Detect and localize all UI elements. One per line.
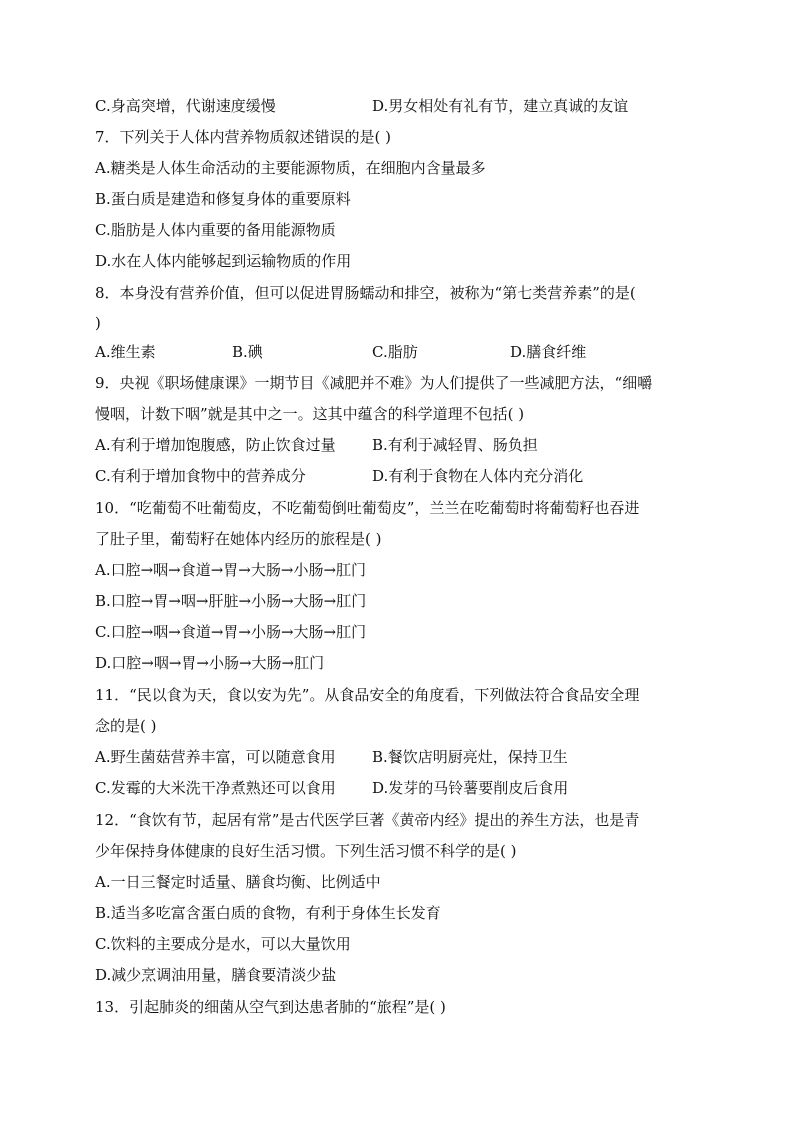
q11-stem-line2: 念的是( ) bbox=[95, 717, 157, 735]
q12-option-a: A.一日三餐定时适量、膳食均衡、比例适中 bbox=[95, 873, 381, 891]
q8-option-c: C.脂肪 bbox=[372, 343, 418, 361]
q13-stem: 13．引起肺炎的细菌从空气到达患者肺的“旅程”是( ) bbox=[95, 998, 446, 1016]
q7-stem: 7．下列关于人体内营养物质叙述错误的是( ) bbox=[95, 128, 392, 146]
q6-option-c: C.身高突增，代谢速度缓慢 bbox=[95, 97, 276, 115]
q11-stem-line1: 11．“民以食为天，食以安为先”。从食品安全的角度看，下列做法符合食品安全理 bbox=[95, 686, 640, 704]
q10-option-d: D.口腔→咽→胃→小肠→大肠→肛门 bbox=[95, 654, 325, 672]
q12-option-b: B.适当多吃富含蛋白质的食物，有利于身体生长发育 bbox=[95, 904, 441, 922]
q12-stem-line2: 少年保持身体健康的良好生活习惯。下列生活习惯不科学的是( ) bbox=[95, 842, 517, 860]
q11-option-c: C.发霉的大米洗干净煮熟还可以食用 bbox=[95, 779, 336, 797]
q10-stem-line2: 了肚子里，葡萄籽在她体内经历的旅程是( ) bbox=[95, 530, 382, 548]
q10-option-a: A.口腔→咽→食道→胃→大肠→小肠→肛门 bbox=[95, 561, 367, 579]
q8-stem-line2: ) bbox=[95, 314, 101, 332]
q11-option-b: B.餐饮店明厨亮灶，保持卫生 bbox=[372, 748, 568, 766]
q11-option-d: D.发芽的马铃薯要削皮后食用 bbox=[372, 779, 569, 797]
q8-option-d: D.膳食纤维 bbox=[510, 343, 587, 361]
q6-option-d: D.男女相处有礼有节，建立真诚的友谊 bbox=[372, 97, 629, 115]
q7-option-d: D.水在人体内能够起到运输物质的作用 bbox=[95, 252, 352, 270]
q9-option-a: A.有利于增加饱腹感，防止饮食过量 bbox=[95, 436, 336, 454]
q8-stem-line1: 8．本身没有营养价值，但可以促进胃肠蠕动和排空，被称为“第七类营养素”的是( bbox=[95, 284, 636, 302]
q8-option-b: B.碘 bbox=[232, 343, 263, 361]
q10-option-b: B.口腔→胃→咽→肝脏→小肠→大肠→肛门 bbox=[95, 592, 367, 610]
q9-option-b: B.有利于减轻胃、肠负担 bbox=[372, 436, 538, 454]
q8-option-a: A.维生素 bbox=[95, 343, 156, 361]
q9-option-c: C.有利于增加食物中的营养成分 bbox=[95, 467, 306, 485]
q7-option-a: A.糖类是人体生命活动的主要能源物质，在细胞内含量最多 bbox=[95, 159, 486, 177]
q10-option-c: C.口腔→咽→食道→胃→小肠→大肠→肛门 bbox=[95, 623, 367, 641]
q9-stem-line2: 慢咽，计数下咽”就是其中之一。这其中蕴含的科学道理不包括( ) bbox=[95, 405, 525, 423]
q9-stem-line1: 9．央视《职场健康课》一期节目《减肥并不难》为人们提供了一些减肥方法，“细嚼 bbox=[95, 374, 653, 392]
q12-option-c: C.饮料的主要成分是水，可以大量饮用 bbox=[95, 935, 351, 953]
q9-option-d: D.有利于食物在人体内充分消化 bbox=[372, 467, 584, 485]
q10-stem-line1: 10．“吃葡萄不吐葡萄皮，不吃葡萄倒吐葡萄皮”，兰兰在吃葡萄时将葡萄籽也吞进 bbox=[95, 499, 640, 517]
q7-option-b: B.蛋白质是建造和修复身体的重要原料 bbox=[95, 190, 351, 208]
q12-option-d: D.减少烹调油用量，膳食要清淡少盐 bbox=[95, 966, 337, 984]
q11-option-a: A.野生菌菇营养丰富，可以随意食用 bbox=[95, 748, 336, 766]
q12-stem-line1: 12．“食饮有节，起居有常”是古代医学巨著《黄帝内经》提出的养生方法，也是青 bbox=[95, 811, 640, 829]
q7-option-c: C.脂肪是人体内重要的备用能源物质 bbox=[95, 221, 336, 239]
